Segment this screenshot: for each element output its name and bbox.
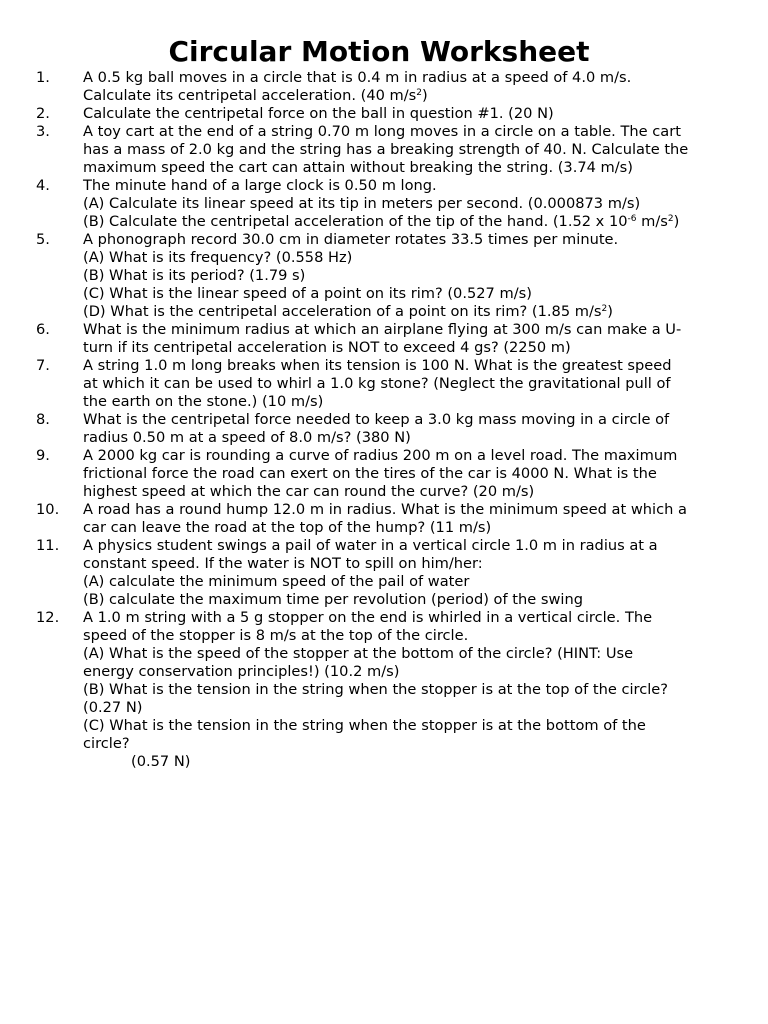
question-line: [83, 555, 743, 573]
question-line: [83, 123, 743, 141]
line-text: (D) What is the centripetal acceleration of a point on its rim? (1.85 m/s: [83, 303, 602, 320]
question-number: 7.: [36, 357, 50, 374]
question-text: [83, 123, 743, 177]
line-text: has a mass of 2.0 kg and the string has a breaking strength of 40. N. Calculate the: [83, 141, 689, 158]
question-item: [0, 177, 768, 231]
question-line: [83, 267, 743, 285]
question-line: [83, 105, 743, 123]
line-text: A road has a round hump 12.0 m in radius. What is the minimum speed at which a: [83, 501, 687, 518]
question-number: 9.: [36, 447, 50, 464]
question-item: [0, 501, 768, 537]
question-item: [0, 69, 768, 105]
question-text: [83, 105, 743, 123]
line-text: A 1.0 m string with a 5 g stopper on the end is whirled in a vertical circle. The: [83, 609, 653, 626]
question-line: [83, 627, 743, 645]
question-item: [0, 447, 768, 501]
question-number: 1.: [36, 69, 50, 86]
question-line: [83, 699, 743, 717]
question-number: 5.: [36, 231, 50, 248]
question-line: [83, 159, 743, 177]
question-number: 8.: [36, 411, 50, 428]
line-text: (B) calculate the maximum time per revolution (period) of the swing: [83, 591, 583, 608]
question-item: [0, 123, 768, 177]
question-line: [83, 375, 743, 393]
question-line: [83, 519, 743, 537]
line-text: Calculate its centripetal acceleration. (40 m/s: [83, 87, 417, 104]
question-line: [83, 573, 743, 591]
superscript: -6: [627, 214, 637, 224]
line-text: A string 1.0 m long breaks when its tension is 100 N. What is the greatest speed: [83, 357, 672, 374]
question-item: [0, 105, 768, 123]
line-text: A physics student swings a pail of water in a vertical circle 1.0 m in radius at a: [83, 537, 658, 554]
question-text: [83, 537, 743, 609]
superscript: 2: [601, 304, 608, 314]
question-item: [0, 537, 768, 609]
line-text: at which it can be used to whirl a 1.0 kg stone? (Neglect the gravitational pull of: [83, 375, 671, 392]
question-line: [83, 735, 743, 753]
line-text: turn if its centripetal acceleration is NOT to exceed 4 gs? (2250 m): [83, 339, 571, 356]
line-text: constant speed. If the water is NOT to spill on him/her:: [83, 555, 483, 572]
line-text: The minute hand of a large clock is 0.50 m long.: [83, 177, 437, 194]
question-number: 3.: [36, 123, 50, 140]
question-text: [83, 357, 743, 411]
question-text: [83, 501, 743, 537]
line-text: (C) What is the linear speed of a point on its rim? (0.527 m/s): [83, 285, 532, 302]
question-line: [83, 447, 743, 465]
line-text: (0.57 N): [131, 753, 191, 770]
line-text: A toy cart at the end of a string 0.70 m long moves in a circle on a table. The cart: [83, 123, 681, 140]
line-text: frictional force the road can exert on the tires of the car is 4000 N. What is the: [83, 465, 657, 482]
question-line: [83, 213, 743, 231]
line-text: (A) What is the speed of the stopper at the bottom of the circle? (HINT: Use: [83, 645, 634, 662]
line-text: (B) What is the tension in the string when the stopper is at the top of the circle?: [83, 681, 669, 698]
question-number: 12.: [36, 609, 60, 626]
question-line: [83, 483, 743, 501]
line-text: (B) What is its period? (1.79 s): [83, 267, 306, 284]
question-item: [0, 321, 768, 357]
question-line: [83, 465, 743, 483]
line-text: (A) calculate the minimum speed of the pail of water: [83, 573, 470, 590]
question-line: [83, 177, 743, 195]
question-text: [83, 321, 743, 357]
question-line: [83, 717, 743, 735]
line-text: (B) Calculate the centripetal acceleration of the tip of the hand. (1.52 x 10: [83, 213, 628, 230]
question-line: [83, 231, 743, 249]
question-item: [0, 411, 768, 447]
question-line: [83, 339, 743, 357]
question-item: [0, 357, 768, 411]
line-text: A 0.5 kg ball moves in a circle that is 0.4 m in radius at a speed of 4.0 m/s.: [83, 69, 632, 86]
line-text: (0.27 N): [83, 699, 143, 716]
question-line: [83, 357, 743, 375]
question-item: [0, 231, 768, 321]
line-text: the earth on the stone.) (10 m/s): [83, 393, 324, 410]
question-text: [83, 231, 743, 321]
question-text: [83, 411, 743, 447]
question-line: [83, 393, 743, 411]
question-line: [83, 609, 743, 627]
line-text: radius 0.50 m at a speed of 8.0 m/s? (380 N): [83, 429, 411, 446]
question-number: 4.: [36, 177, 50, 194]
superscript: 2: [416, 88, 422, 98]
question-line: [83, 591, 743, 609]
question-line: [83, 303, 743, 321]
question-line: [83, 429, 743, 447]
line-text: ): [422, 87, 428, 104]
line-text: m/s: [636, 213, 668, 230]
line-text: ): [673, 213, 680, 230]
line-text: energy conservation principles!) (10.2 m/s): [83, 663, 400, 680]
question-text: [83, 609, 743, 771]
question-line: [83, 663, 743, 681]
question-line: [83, 87, 743, 105]
line-text: circle?: [83, 735, 130, 752]
question-line: [83, 321, 743, 339]
line-text: car can leave the road at the top of the hump? (11 m/s): [83, 519, 492, 536]
page-title: Circular Motion Worksheet: [168, 35, 590, 68]
question-line: [83, 537, 743, 555]
question-line: [83, 69, 743, 87]
line-text: (A) Calculate its linear speed at its tip in meters per second. (0.000873 m/s): [83, 195, 641, 212]
question-item: [0, 609, 768, 771]
question-line: [83, 249, 743, 267]
line-text: Calculate the centripetal force on the ball in question #1. (20 N): [83, 105, 554, 122]
superscript: 2: [667, 214, 674, 224]
question-line: [83, 411, 743, 429]
question-line: [83, 141, 743, 159]
line-text: speed of the stopper is 8 m/s at the top of the circle.: [83, 627, 469, 644]
line-text: A 2000 kg car is rounding a curve of radius 200 m on a level road. The maximum: [83, 447, 678, 464]
question-number: 6.: [36, 321, 50, 338]
line-text: highest speed at which the car can round the curve? (20 m/s): [83, 483, 535, 500]
question-line: [83, 645, 743, 663]
question-text: [83, 447, 743, 501]
line-text: A phonograph record 30.0 cm in diameter rotates 33.5 times per minute.: [83, 231, 619, 248]
question-line: [83, 195, 743, 213]
line-text: What is the centripetal force needed to keep a 3.0 kg mass moving in a circle of: [83, 411, 670, 428]
question-line: [83, 753, 743, 771]
question-line: [83, 501, 743, 519]
question-text: [83, 69, 743, 105]
line-text: (A) What is its frequency? (0.558 Hz): [83, 249, 353, 266]
question-text: [83, 177, 743, 231]
line-text: (C) What is the tension in the string when the stopper is at the bottom of the: [83, 717, 646, 734]
line-text: What is the minimum radius at which an airplane flying at 300 m/s can make a U-: [83, 321, 682, 338]
question-line: [83, 285, 743, 303]
question-number: 11.: [36, 537, 60, 554]
question-list: [0, 69, 768, 771]
question-number: 2.: [36, 105, 50, 122]
question-number: 10.: [36, 501, 60, 518]
line-text: ): [607, 303, 613, 320]
line-text: maximum speed the cart can attain without breaking the string. (3.74 m/s): [83, 159, 633, 176]
question-line: [83, 681, 743, 699]
